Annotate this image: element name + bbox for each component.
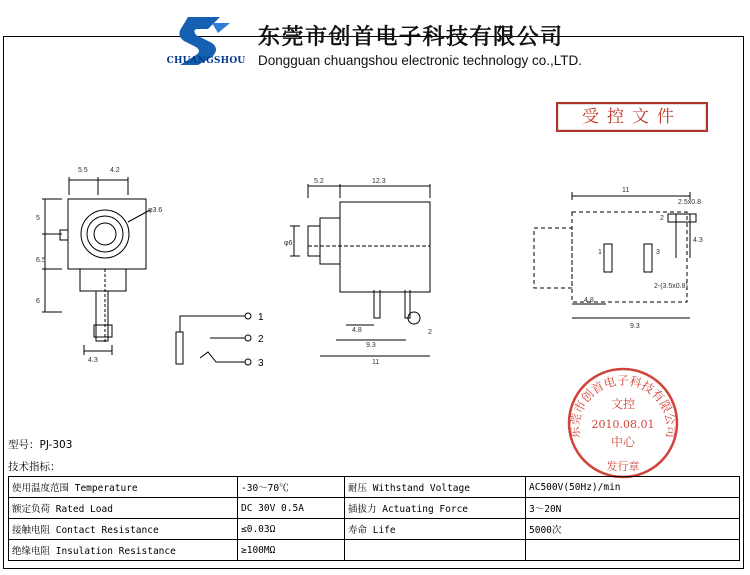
schematic-pin-1: 1 [258, 312, 264, 323]
seal-bottom-text: 发行章 [606, 460, 640, 473]
dim-front-bottom: 4.3 [88, 357, 98, 364]
company-name-en: Dongguan chuangshou electronic technology co.,LTD. [258, 53, 582, 68]
dim-side-top-right: 12.3 [372, 178, 386, 185]
seal-center-bottom: 中心 [610, 435, 636, 449]
schematic-pin-2: 2 [258, 334, 264, 345]
seal-center-top: 文控 [610, 397, 636, 411]
spec-value: AC500V(50Hz)/min [526, 477, 740, 498]
dim-side-length-total: 11 [372, 359, 380, 366]
pcb-layout [534, 192, 696, 318]
dim-front-top-right: 4.2 [110, 167, 120, 174]
spec-value: 5000次 [526, 519, 740, 540]
dim-front-top-left: 5.5 [78, 167, 88, 174]
table-row [9, 540, 740, 561]
spec-value: 3～20N [526, 498, 740, 519]
spec-name: 绝缘电阻 Insulation Resistance [9, 540, 238, 561]
spec-name: 耐压 Withstand Voltage [345, 477, 526, 498]
dim-side-diameter: φ6 [284, 240, 293, 247]
dim-pcb-length: 9.3 [630, 323, 640, 330]
dim-front-hole: φ3.6 [148, 207, 163, 214]
dim-pcb-top: 11 [622, 187, 630, 194]
seal-ring-text: 东莞市创首电子科技有限公司 [567, 373, 679, 439]
dim-front-side-upper: 5 [36, 215, 40, 222]
schematic-symbol [176, 313, 251, 365]
pcb-pin-3: 3 [656, 249, 660, 256]
spec-name: 额定负荷 Rated Load [9, 498, 238, 519]
dim-side-pin-pitch: 4.8 [352, 327, 362, 334]
dim-pcb-pad-note: 2-(3.5x0.8) [654, 283, 688, 290]
table-row [9, 498, 740, 519]
pcb-pin-1: 1 [598, 249, 602, 256]
front-view [42, 177, 150, 355]
spec-value [526, 540, 740, 561]
spec-value: ≤0.03Ω [238, 519, 345, 540]
dim-pcb-height: 4.3 [693, 237, 703, 244]
schematic-pin-3: 3 [258, 358, 264, 369]
spec-value: DC 30V 0.5A [238, 498, 345, 519]
spec-value: ≥100MΩ [238, 540, 345, 561]
logo-text: CHUANGSHOU [166, 56, 246, 66]
company-name-cn: 东莞市创首电子科技有限公司 [258, 24, 564, 50]
dim-side-pin-offset: 2 [428, 329, 432, 336]
pcb-pin-2: 2 [660, 215, 664, 222]
spec-name [345, 540, 526, 561]
controlled-document-label: 受控文件 [582, 107, 682, 127]
dim-pcb-pad-size: 2.5x0.8 [678, 199, 701, 206]
dim-side-length-a: 9.3 [366, 342, 376, 349]
dim-pcb-pitch: 4.8 [584, 297, 594, 304]
table-row [9, 519, 740, 540]
spec-name: 寿命 Life [345, 519, 526, 540]
specs-title: 技术指标： [8, 461, 61, 473]
spec-name: 使用温度范围 Temperature [9, 477, 238, 498]
spec-value: -30～70℃ [238, 477, 345, 498]
dim-front-side-mid: 6.5 [36, 257, 46, 264]
spec-name: 插拔力 Actuating Force [345, 498, 526, 519]
model-number: 型号：PJ-303 [8, 439, 73, 451]
dim-side-top-left: 5.2 [314, 178, 324, 185]
spec-name: 接触电阻 Contact Resistance [9, 519, 238, 540]
company-seal [566, 366, 680, 480]
table-row [9, 477, 740, 498]
specs-table [8, 476, 740, 561]
seal-date: 2010.08.01 [591, 418, 655, 431]
dim-front-side-lower: 6 [36, 298, 40, 305]
